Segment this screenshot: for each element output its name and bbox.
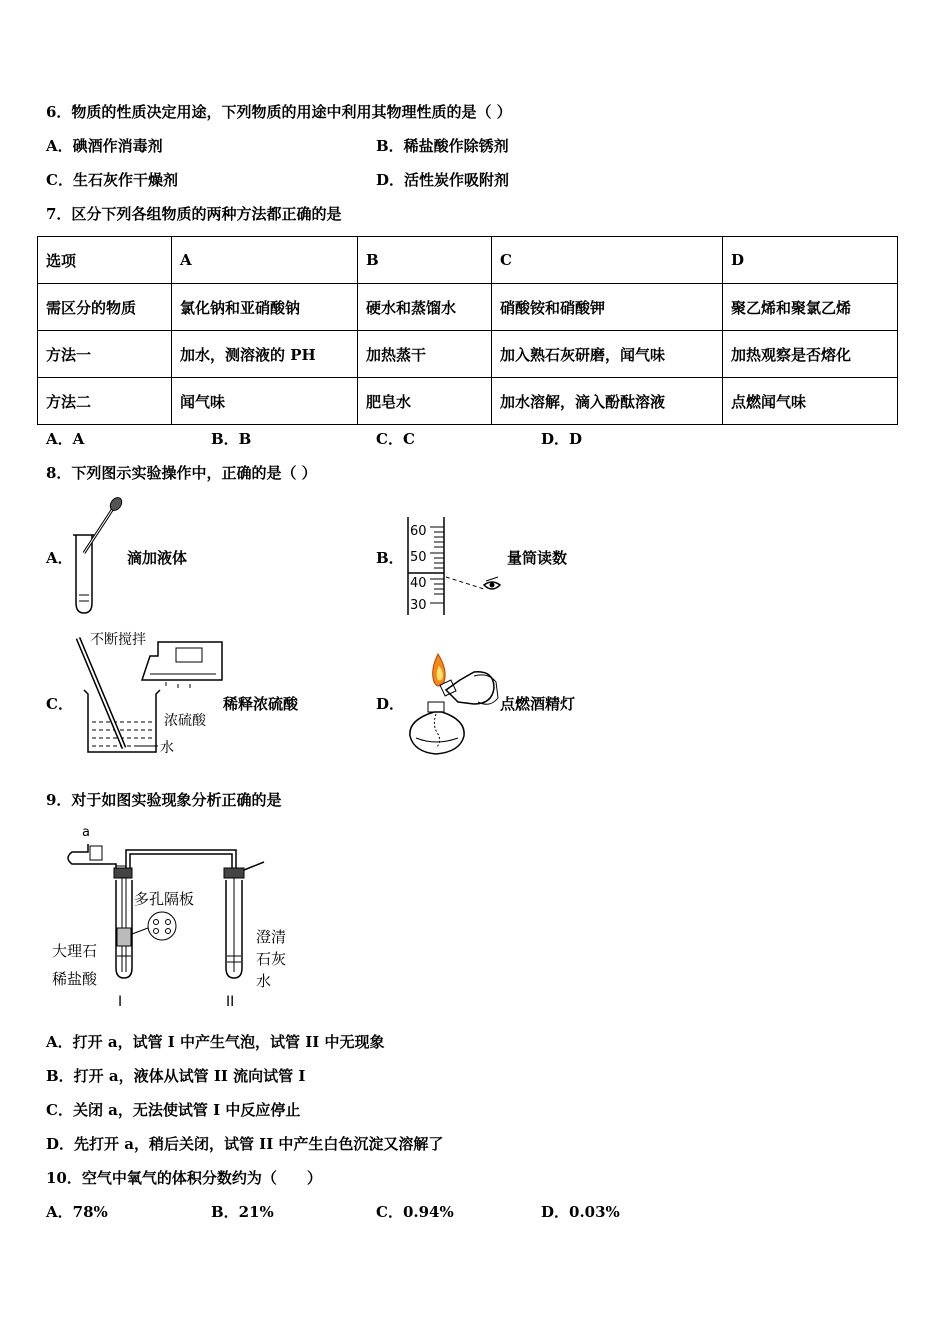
q6-option-c: C．生石灰作干燥剂 <box>46 171 178 189</box>
q10-option-d: D．0.03% <box>541 1203 620 1221</box>
table-cell: 加入熟石灰研磨，闻气味 <box>492 331 723 378</box>
table-header-row <box>38 237 898 284</box>
q7-option-c: C．C <box>376 430 415 448</box>
acid-label: 浓硫酸 <box>164 713 206 729</box>
q8-a-letter: A． <box>46 549 73 567</box>
cylinder-tick-label: 60 <box>410 524 427 539</box>
table-cell: 硝酸铵和硝酸钾 <box>492 284 723 331</box>
limewater-label: 水 <box>256 972 272 990</box>
table-cell: 氯化钠和亚硝酸钠 <box>172 284 358 331</box>
table-cell: 加水，测溶液的 PH <box>172 331 358 378</box>
q7-stem: 7．区分下列各组物质的两种方法都正确的是 <box>46 205 342 223</box>
q8-b-caption: 量筒读数 <box>507 549 568 567</box>
q7-option-a: A．A <box>46 430 85 448</box>
q10-option-a: A．78% <box>46 1203 108 1221</box>
q7-table <box>37 236 898 425</box>
hcl-label: 稀盐酸 <box>52 970 98 988</box>
table-header-cell: C <box>492 237 723 284</box>
table-cell: 加水溶解，滴入酚酞溶液 <box>492 378 723 425</box>
table-cell: 需区分的物质 <box>38 284 172 331</box>
plate-label: 多孔隔板 <box>134 890 195 908</box>
q8-stem: 8．下列图示实验操作中，正确的是（ ） <box>46 464 317 482</box>
limewater-label: 石灰 <box>256 950 287 968</box>
q8-d-caption: 点燃酒精灯 <box>500 695 576 713</box>
q8-b-letter: B． <box>376 549 404 567</box>
table-header-cell: 选项 <box>38 237 172 284</box>
q9-option-b: B．打开 a，液体从试管 II 流向试管 I <box>46 1067 306 1085</box>
table-header-cell: A <box>172 237 358 284</box>
dilution-figure <box>66 630 226 760</box>
table-cell: 加热蒸干 <box>358 331 492 378</box>
table-cell: 点燃闻气味 <box>723 378 898 425</box>
cylinder-tick-label: 50 <box>410 550 427 565</box>
q7-option-d: D．D <box>541 430 583 448</box>
q8-d-letter: D． <box>376 695 405 713</box>
dropper-test-tube-figure <box>66 495 126 617</box>
table-row <box>38 378 898 425</box>
eye-icon <box>484 577 500 589</box>
table-header-cell: B <box>358 237 492 284</box>
alcohol-lamp-figure <box>402 652 502 758</box>
marble-label: 大理石 <box>52 942 98 960</box>
table-cell: 聚乙烯和聚氯乙烯 <box>723 284 898 331</box>
table-cell: 硬水和蒸馏水 <box>358 284 492 331</box>
table-row <box>38 284 898 331</box>
q9-option-a: A．打开 a，试管 I 中产生气泡，试管 II 中无现象 <box>46 1033 385 1051</box>
table-header-cell: D <box>723 237 898 284</box>
q8-c-letter: C． <box>46 695 73 713</box>
q6-stem: 6．物质的性质决定用途，下列物质的用途中利用其物理性质的是（ ） <box>46 103 512 121</box>
table-cell: 方法二 <box>38 378 172 425</box>
q6-option-b: B．稀盐酸作除锈剂 <box>376 137 509 155</box>
water-label: 水 <box>160 740 174 756</box>
q6-option-a: A．碘酒作消毒剂 <box>46 137 163 155</box>
q7-option-b: B．B <box>211 430 252 448</box>
stir-label: 不断搅拌 <box>90 632 146 648</box>
q10-stem: 10．空气中氧气的体积分数约为（ ） <box>46 1169 322 1187</box>
limewater-label: 澄清 <box>256 928 287 946</box>
valve-a-label: a <box>82 825 90 840</box>
q8-a-caption: 滴加液体 <box>127 549 188 567</box>
table-cell: 加热观察是否熔化 <box>723 331 898 378</box>
cylinder-tick-label: 30 <box>410 598 427 613</box>
q8-c-caption: 稀释浓硫酸 <box>223 695 299 713</box>
cylinder-tick-label: 40 <box>410 576 427 591</box>
co2-apparatus-figure <box>50 822 310 1014</box>
q9-option-d: D．先打开 a，稍后关闭，试管 II 中产生白色沉淀又溶解了 <box>46 1135 444 1153</box>
q10-option-c: C．0.94% <box>376 1203 454 1221</box>
q10-option-b: B．21% <box>211 1203 274 1221</box>
tube-2-label: II <box>226 994 235 1010</box>
graduated-cylinder-figure <box>400 515 510 617</box>
table-cell: 闻气味 <box>172 378 358 425</box>
table-cell: 肥皂水 <box>358 378 492 425</box>
q9-option-c: C．关闭 a，无法使试管 I 中反应停止 <box>46 1101 301 1119</box>
q6-option-d: D．活性炭作吸附剂 <box>376 171 510 189</box>
tube-1-label: I <box>118 994 123 1010</box>
table-cell: 方法一 <box>38 331 172 378</box>
table-row <box>38 331 898 378</box>
q9-stem: 9．对于如图实验现象分析正确的是 <box>46 791 282 809</box>
